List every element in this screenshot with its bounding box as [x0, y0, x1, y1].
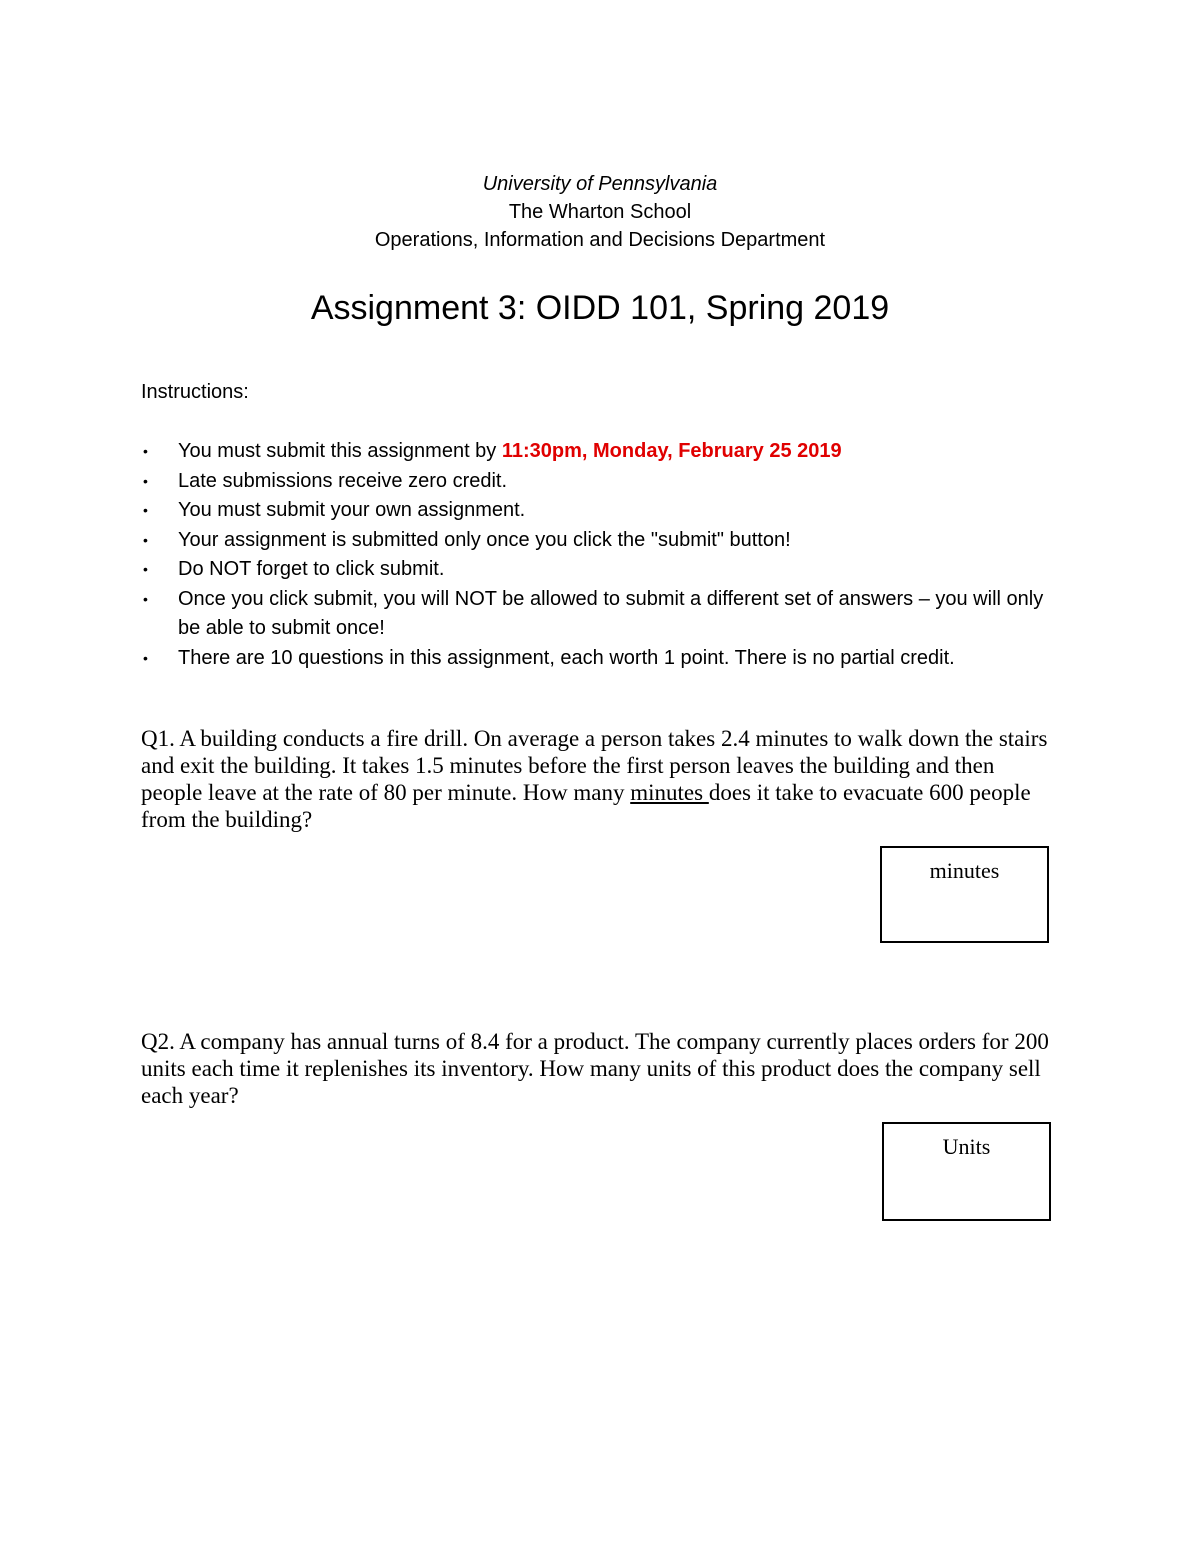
question-1-text-end: does it take to evacuate 600 people from the building? — [141, 780, 1031, 832]
bullet-icon: • — [143, 472, 148, 489]
question-1-underlined: minutes — [630, 780, 709, 805]
instruction-text: Late submissions receive zero credit. — [178, 469, 508, 492]
instructions-list — [141, 437, 1061, 673]
instruction-text: You must submit your own assignment. — [178, 499, 526, 521]
bullet-icon: • — [143, 590, 148, 607]
instruction-item — [141, 555, 1061, 585]
question-2 — [141, 1028, 1061, 1109]
instruction-text: Your assignment is submitted only once you click the "submit" button! — [178, 528, 791, 551]
bullet-icon: • — [143, 502, 148, 518]
instruction-item — [141, 644, 1061, 674]
instruction-item — [141, 437, 1061, 467]
answer-box-q1[interactable] — [880, 846, 1049, 943]
department-name: Operations, Information and Decisions Department — [374, 229, 826, 251]
instruction-text: You must submit this assignment by — [178, 440, 502, 462]
instruction-item — [141, 467, 1061, 497]
question-2-text: Q2. A company has annual turns of 8.4 for a product. The company currently places orders for 200 units each time it replenishes its inventory. How many units of this product does the company sell each year? — [141, 1029, 1049, 1108]
instruction-text: There are 10 questions in this assignment, each worth 1 point. There is no partial credit. — [178, 646, 955, 669]
answer-unit-label: Units — [942, 1134, 991, 1159]
bullet-icon: • — [143, 531, 148, 548]
instruction-text: Once you click submit, you will NOT be allowed to submit a different set of answers – you will only be able to submit once! — [178, 587, 1044, 639]
question-1 — [141, 725, 1061, 833]
instruction-item — [141, 496, 1061, 526]
answer-unit-label: minutes — [929, 858, 1000, 883]
university-name: University of Pennsylvania — [482, 173, 718, 195]
bullet-icon: • — [143, 561, 148, 577]
question-1-text: Q1. A building conducts a fire drill. On average a person takes 2.4 minutes to walk down the stairs and exit the building. It takes 1.5 minutes before the first person leaves the building and then people leave at the rate of 80 per minute. How many — [141, 726, 1048, 805]
deadline-text: 11:30pm, Monday, February 25 2019 — [501, 440, 842, 462]
bullet-icon: • — [143, 649, 148, 666]
school-name: The Wharton School — [508, 201, 692, 223]
assignment-title: Assignment 3: OIDD 101, Spring 2019 — [310, 289, 890, 327]
instruction-item — [141, 526, 1061, 556]
instructions-label: Instructions: — [141, 381, 249, 403]
answer-box-q2[interactable] — [882, 1122, 1051, 1221]
instruction-item — [141, 585, 1061, 644]
bullet-icon: • — [143, 443, 148, 459]
instruction-text: Do NOT forget to click submit. — [178, 558, 445, 580]
